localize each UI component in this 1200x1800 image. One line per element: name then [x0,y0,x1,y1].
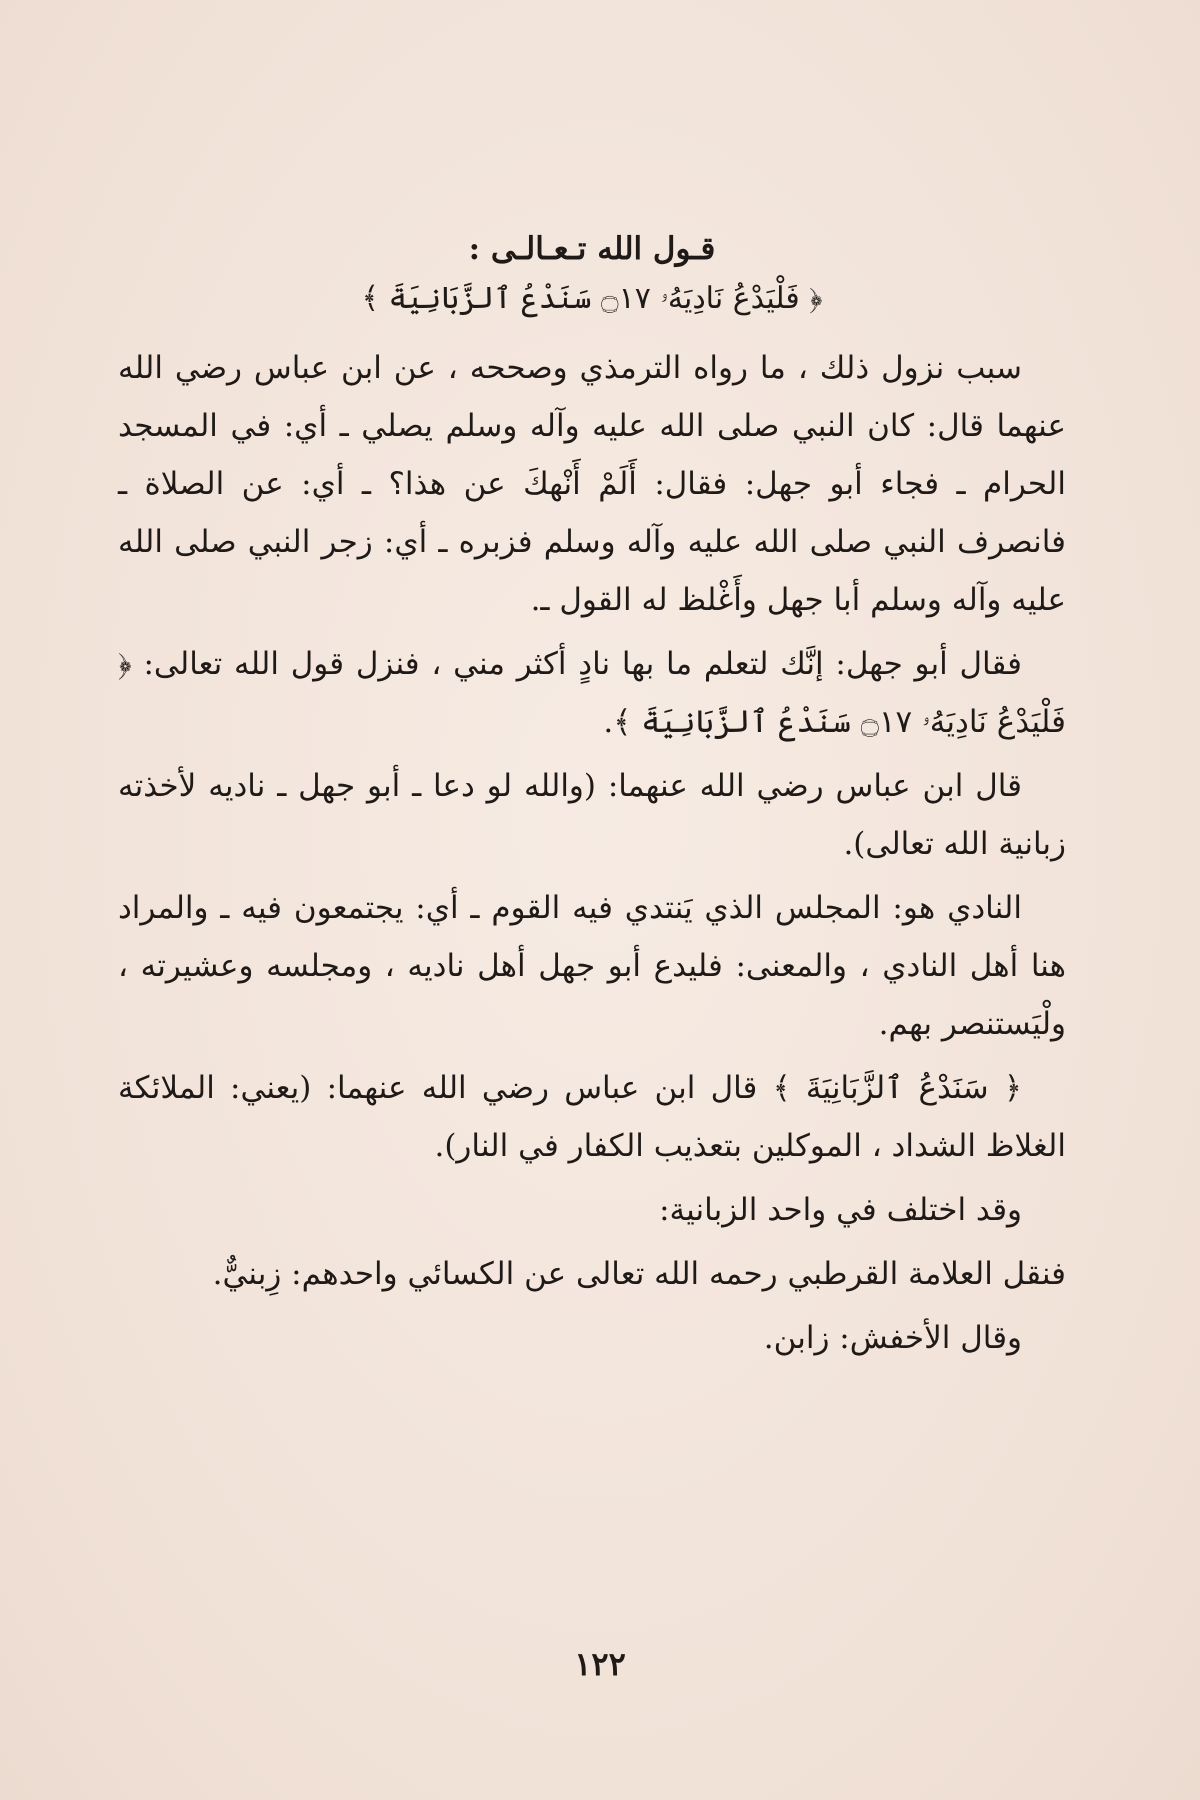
paragraph-7: فنقل العلامة القرطبي رحمه الله تعالى عن الكسائي واحدهم: زِبنيٌّ. [212,1256,1066,1292]
paragraph-2: فقال أبو جهل: إنَّك لتعلم ما بها نادٍ أكثر مني ، فنزل قول الله تعالى: ﴿ فَلْيَدْعُ نَادِيَهُۥ ۝١٧ سَنَدْعُ ٱلزَّبَانِيَةَ ﴾. [118,646,1066,740]
paragraph-5: ﴿ سَنَدْعُ ٱلزَّبَانِيَةَ ﴾ قال ابن عباس رضي الله عنهما: (يعني: الملائكة الغلاظ الشداد ، الموكلين بتعذيب الكفار في النار). [118,1070,1066,1164]
section-heading: قـول الله تـعـالـى : [468,231,716,267]
paragraph-4: النادي هو: المجلس الذي يَنتدي فيه القوم ـ أي: يجتمعون فيه ـ والمراد هنا أهل النادي ، والمعنى: فليدع أبو جهل أهل ناديه ، ومجلسه وعشيرته ، ولْيَستنصر بهم. [118,890,1066,1042]
paragraph-1: سبب نزول ذلك ، ما رواه الترمذي وصححه ، عن ابن عباس رضي الله عنهما قال: كان النبي صلى الله عليه وآله وسلم يصلي ـ أي: في المسجد الحرام ـ فجاء أبو جهل: فقال: أَلَمْ أَنْهكَ عن هذا؟ ـ أي: عن الصلاة ـ فانصرف النبي صلى الله عليه وآله وسلم فزبره ـ أي: زجر النبي صلى الله عليه وآله وسلم أبا جهل وأَغْلظ له القول ـ. [118,350,1066,618]
paragraph-3: قال ابن عباس رضي الله عنهما: (والله لو دعا ـ أبو جهل ـ ناديه لأخذته زبانية الله تعالى). [118,768,1066,862]
page-body [118,225,1066,1373]
paragraph-6: وقد اختلف في واحد الزبانية: [659,1192,1022,1228]
page-number: ١٢٢ [574,1645,626,1683]
paragraph-8: وقال الأخفش: زابن. [763,1320,1022,1356]
quran-verse: ﴿ فَلْيَدْعُ نَادِيَهُۥ ۝١٧ سَنَدْعُ ٱلزَّبَانِيَةَ ﴾ [361,281,823,316]
